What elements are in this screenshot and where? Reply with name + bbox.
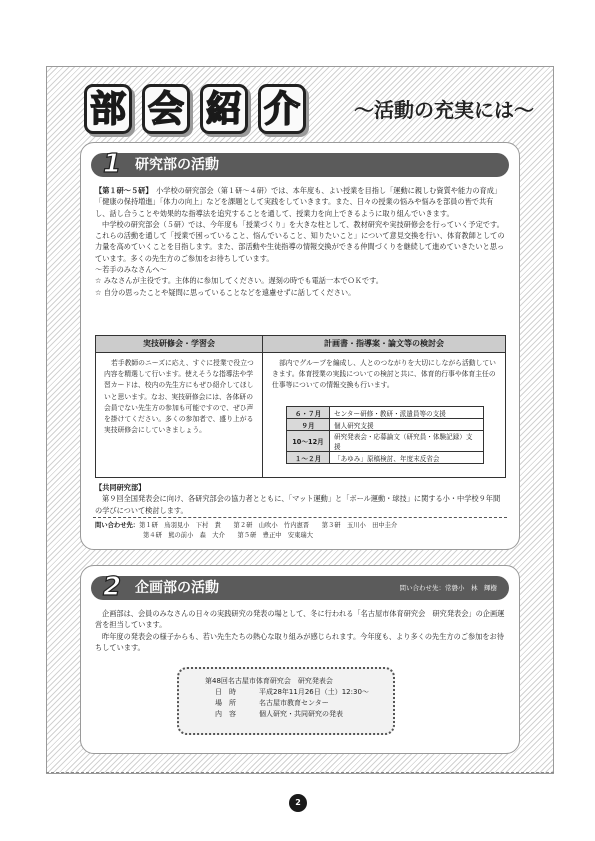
note-line: ☆ 自分の思ったことや疑問に思っていることなどを遠慮せずに話してください。	[95, 287, 356, 297]
joint-research	[95, 482, 507, 516]
section-number: 2	[102, 572, 122, 602]
schedule-row	[287, 407, 484, 419]
section-number: 1	[102, 149, 122, 179]
title-char: 会	[142, 84, 190, 134]
schedule-month: １〜２月	[287, 452, 330, 464]
section-title: 企画部の活動	[135, 580, 219, 596]
schedule-event: 「あゆみ」原稿検討、年度末反省会	[330, 452, 484, 464]
schedule-row	[287, 452, 484, 464]
contact-label: 問い合わせ先：	[95, 522, 140, 529]
paragraph: 中学校の研究部会（５研）では、今年度も「授業づくり」を大きな柱として、教材研究や実技研修会を行っていく予定です。これらの活動を通して「授業で困っていること、悩んでいること、知りたいこと」について意見交換を行い、体育教師としての力量を高めていくことを目指します。また、部活動や生徒指導の情報交換ができる仲間づくりを継続して進めていきたいと思っています。多くの先生方のご参加をお待ちしています。	[95, 219, 505, 263]
planning-section-card	[80, 565, 520, 754]
section-title: 研究部の活動	[135, 157, 219, 173]
event-value: 名古屋市教育センター	[259, 699, 329, 707]
table-header: 実技研修会・学習会	[96, 336, 262, 353]
contact-row: 第４研 熊の前小 森 大介 第５研 豊正中 安東瑞大	[143, 532, 314, 539]
section-body	[95, 185, 507, 298]
schedule-month: 10〜12月	[287, 431, 330, 452]
event-label: 場 所	[215, 699, 236, 707]
table-cell: 若手教師のニーズに応え、すぐに授業で役立つ内容を精選して行います。使えそうな指導法や学習カードは、校内の先生方にもぜひ紹介してほしいと思います。なお、実技研修会には、各体研の会員でない先生方の参加も可能ですので、ぜひ声を掛けてください。多くの参加者で、盛り上がる実技研修会にしていきましょう。	[104, 359, 254, 435]
note-line: ☆ みなさんが主役です。主体的に参加してください。遅刻の時でも電話一本でＯＫです。	[95, 276, 383, 286]
activity-table	[95, 335, 506, 478]
page-number: 2	[289, 794, 307, 812]
contact-list	[95, 521, 507, 541]
paragraph-text: 小学校の研究部会（第１研〜４研）では、本年度も、よい授業を目指し「運動に親しむ資質や能力の育成」「健康の保持増進」「体力の向上」などを課題として実践をしていきます。また、日々の授業の悩みや悩みを部員の皆で共有し、話し合うことや効果的な指導法を追究することを通して、授業力を向上できるように取り組んでいきます。	[95, 186, 502, 218]
event-value: 平成28年11月26日（土）12:30〜	[259, 688, 369, 696]
event-label: 内 容	[215, 710, 236, 718]
dashed-divider	[93, 517, 507, 518]
joint-heading: 【共同研究部】	[95, 483, 146, 492]
event-title: 第48回名古屋市体育研究会 研究発表会	[205, 677, 333, 685]
section-body	[95, 608, 507, 653]
schedule-row	[287, 431, 484, 452]
contact-row	[95, 521, 507, 531]
event-label: 日 時	[215, 688, 236, 696]
research-section-card	[80, 142, 520, 550]
section-header	[91, 149, 509, 179]
section-contact: 問い合わせ先：常磐小 林 輝樹	[399, 584, 497, 592]
schedule-table	[286, 406, 484, 464]
note-heading: 〜若手のみなさんへ〜	[95, 265, 167, 275]
joint-text: 第９回全国発表会に向け、各研究部会の協力者とともに、「マット運動」と「ボール運動・球技」に関する小・中学校９年間の学びについて検討します。	[95, 494, 501, 515]
event-row	[215, 698, 329, 709]
schedule-row	[287, 419, 484, 431]
event-row	[215, 709, 343, 720]
paragraph: 企画部は、会員のみなさんの日々の実践研究の発表の場として、冬に行われる「名古屋市体育研究会 研究発表会」の企画運営を担当しています。	[95, 609, 505, 630]
paragraph	[95, 185, 507, 219]
schedule-event: 研究発表会・応募論文（研究員・体験記録）支援	[330, 431, 484, 452]
bottom-rule	[46, 772, 554, 773]
schedule-month: ６・７月	[287, 407, 330, 419]
contact-value: 第１研 鳥羽見小 下村 貴 第２研 山吹小 竹内憲晋 第３研 玉川小 田中圭介	[139, 522, 398, 529]
title-char: 紹	[200, 84, 248, 134]
event-row	[215, 687, 369, 698]
schedule-event: 個人研究支援	[330, 419, 484, 431]
event-value: 個人研究・共同研究の発表	[259, 710, 343, 718]
table-divider	[262, 336, 263, 477]
schedule-month: ９月	[287, 419, 330, 431]
table-cell: 部内でグループを編成し、人とのつながりを大切にしながら活動していきます。体育授業の実践についての検討と共に、体育的行事や体育主任の仕事等についての情報交換も行います。	[272, 359, 496, 390]
page-subtitle: 〜活動の充実には〜	[354, 98, 534, 122]
paragraph-heading: 【第１研〜５研】	[95, 186, 149, 195]
paragraph: 昨年度の発表会の様子からも、若い先生たちの熱心な取り組みが感じられます。今年度も、より多くの先生方のご参加をお待ちしています。	[95, 631, 504, 652]
schedule-event: センター研修・教研・派遣員等の支援	[330, 407, 484, 419]
table-header: 計画書・指導案・論文等の検討会	[263, 336, 505, 353]
section-header	[91, 572, 509, 602]
title-char: 部	[84, 84, 132, 134]
event-info-box	[177, 667, 395, 735]
title-char: 介	[258, 84, 306, 134]
